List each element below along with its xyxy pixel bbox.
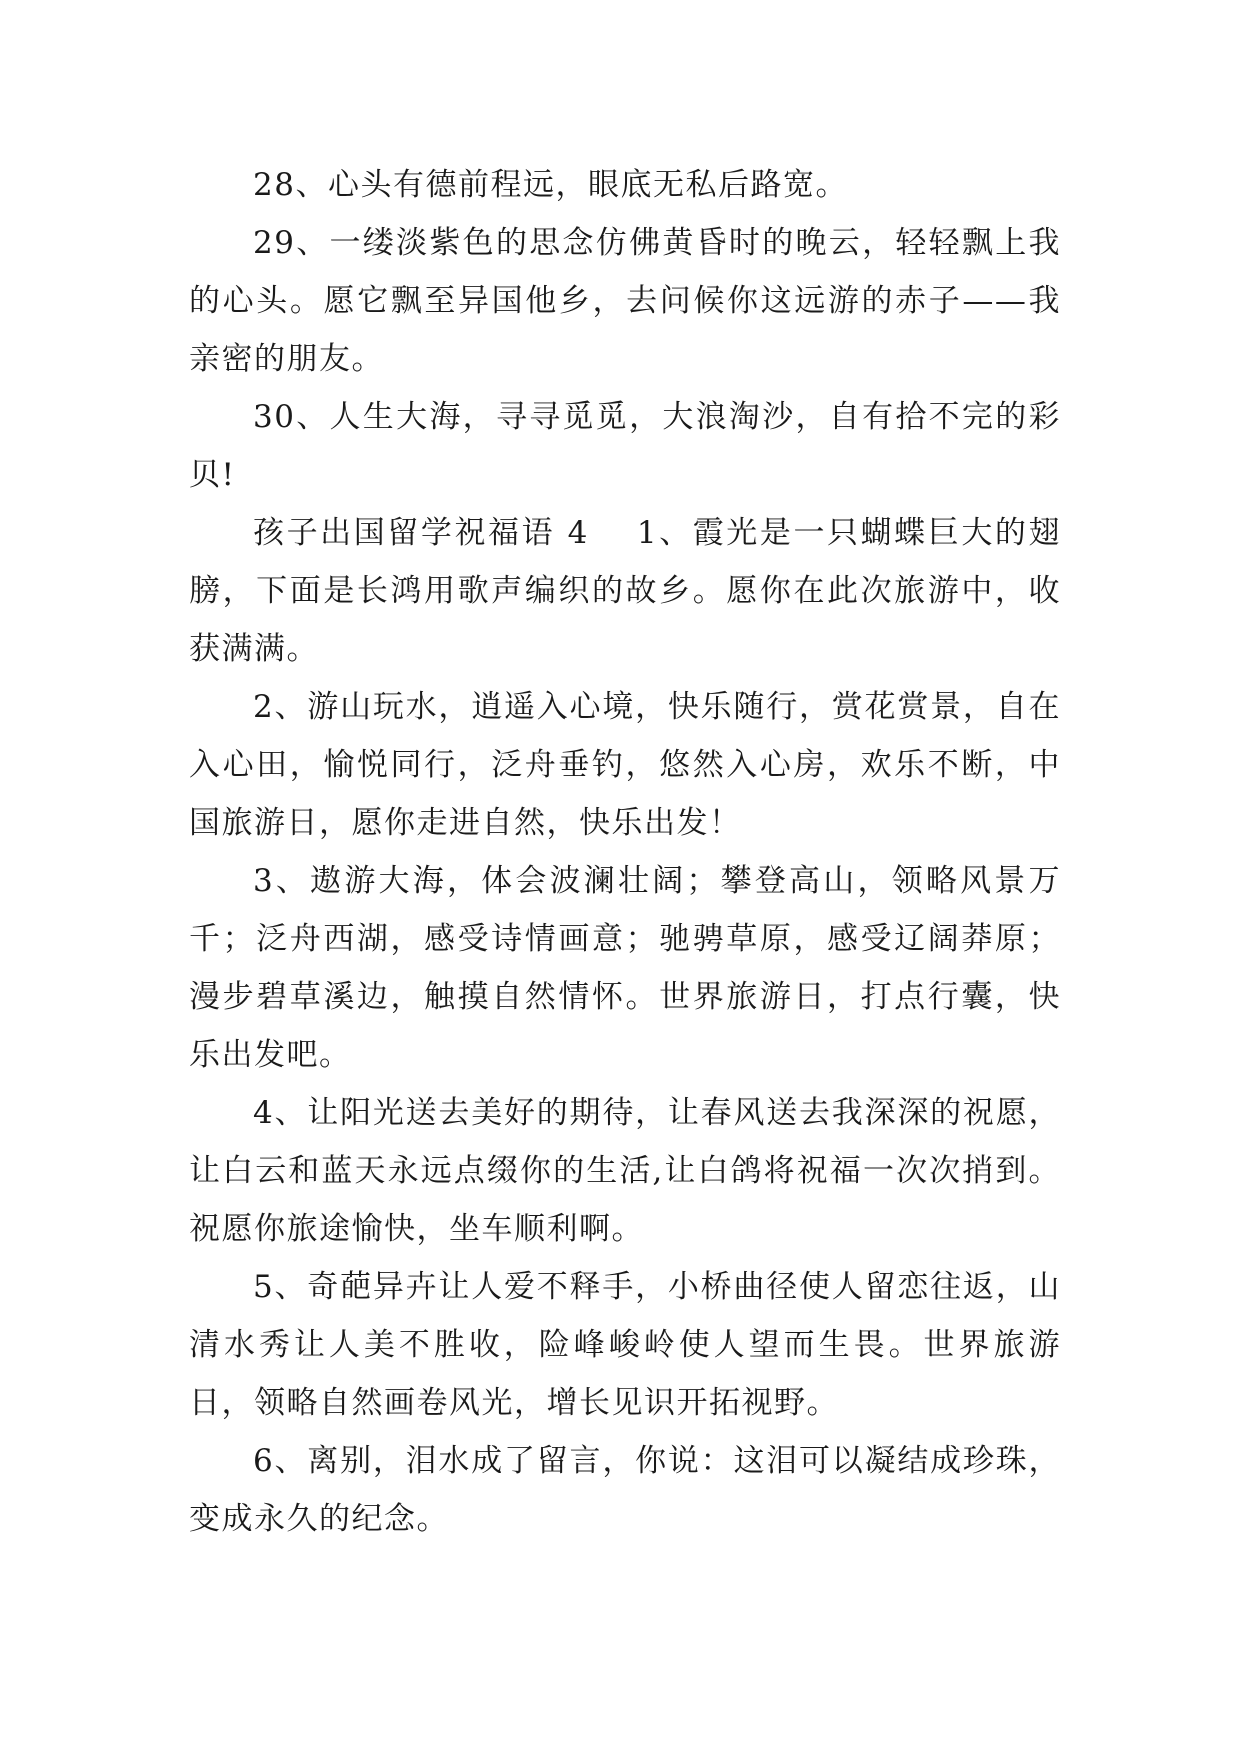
paragraph-28: 28、心头有德前程远，眼底无私后路宽。 bbox=[253, 167, 848, 203]
paragraph-item-6: 6、离别，泪水成了留言，你说：这泪可以凝结成珍珠，变成永久的纪念。 bbox=[189, 1443, 1061, 1537]
paragraph-30: 30、人生大海，寻寻觅觅，大浪淘沙，自有拾不完的彩贝! bbox=[189, 399, 1061, 493]
section-item-1: 1、霞光是一只蝴蝶巨大的翅膀，下面是长鸿用歌声编织的故乡。愿你在此次旅游中，收获满满。 bbox=[189, 515, 1061, 667]
paragraph-item-2: 2、游山玩水，逍遥入心境，快乐随行，赏花赏景，自在入心田，愉悦同行，泛舟垂钓，悠然入心房，欢乐不断，中国旅游日，愿你走进自然，快乐出发！ bbox=[189, 689, 1061, 841]
section-paragraph bbox=[189, 504, 1061, 678]
paragraph-item-5: 5、奇葩异卉让人爱不释手，小桥曲径使人留恋往返，山清水秀让人美不胜收，险峰峻岭使人望而生畏。世界旅游日，领略自然画卷风光，增长见识开拓视野。 bbox=[189, 1269, 1061, 1421]
paragraph-29: 29、一缕淡紫色的思念仿佛黄昏时的晚云，轻轻飘上我的心头。愿它飘至异国他乡，去问候你这远游的赤子——我亲密的朋友。 bbox=[189, 225, 1061, 377]
document-body bbox=[189, 156, 1061, 1548]
paragraph-item-3: 3、遨游大海，体会波澜壮阔；攀登高山，领略风景万千；泛舟西湖，感受诗情画意；驰骋草原，感受辽阔莽原；漫步碧草溪边，触摸自然情怀。世界旅游日，打点行囊，快乐出发吧。 bbox=[189, 863, 1061, 1073]
paragraph-item-4: 4、让阳光送去美好的期待，让春风送去我深深的祝愿，让白云和蓝天永远点缀你的生活,让白鸽将祝福一次次捎到。祝愿你旅途愉快，坐车顺利啊。 bbox=[189, 1095, 1061, 1247]
section-heading: 孩子出国留学祝福语 4 bbox=[253, 515, 589, 551]
